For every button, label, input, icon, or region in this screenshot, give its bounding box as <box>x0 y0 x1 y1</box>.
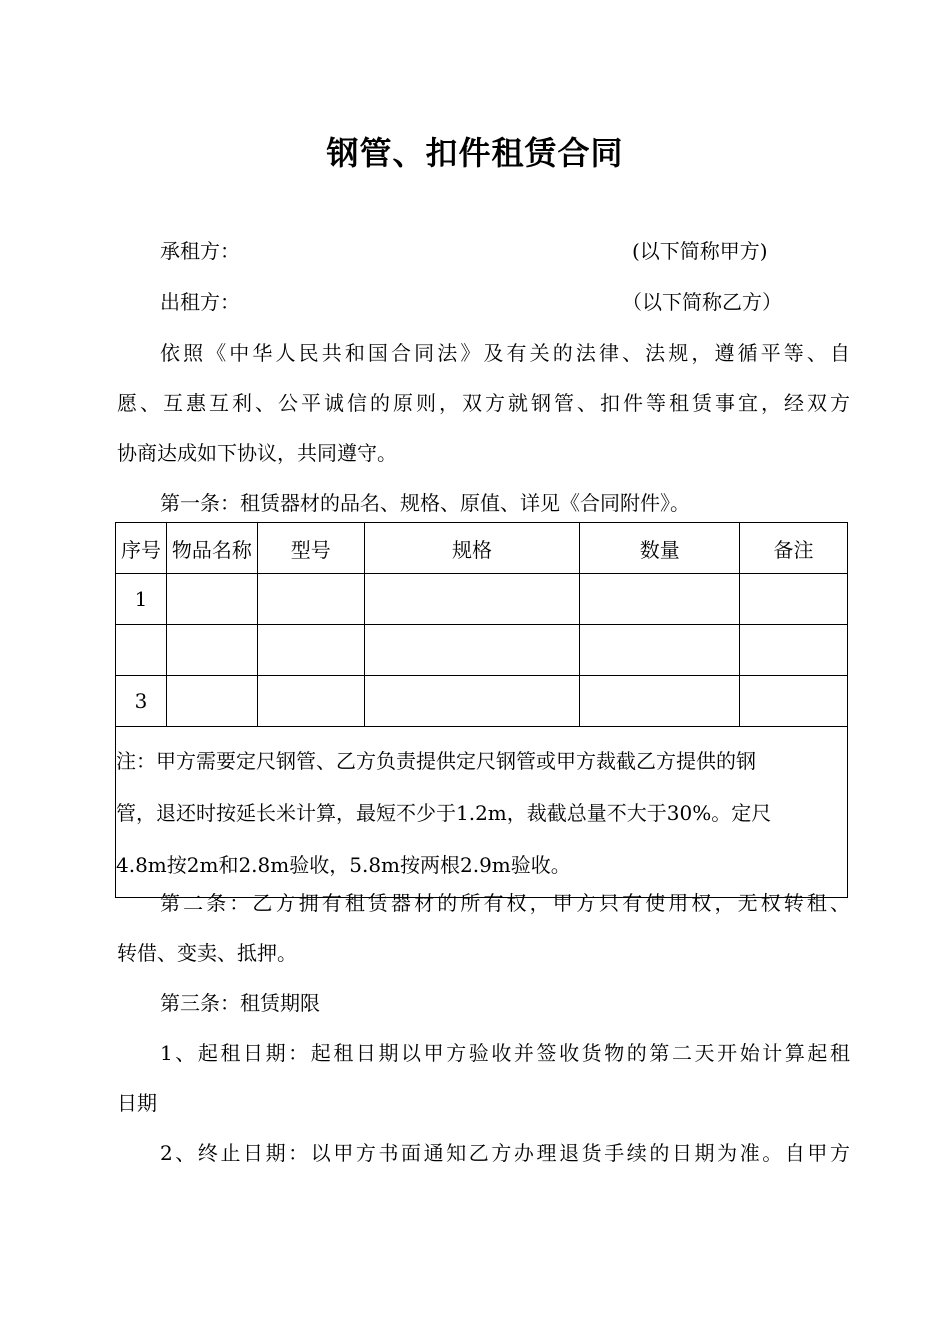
table-cell <box>166 574 257 625</box>
table-cell <box>740 625 848 676</box>
header-seq: 序号 <box>116 523 167 574</box>
table-cell <box>364 625 580 676</box>
table-cell <box>364 676 580 727</box>
table-row <box>116 676 848 727</box>
note-line-3: 4.8m按2m和2.8m验收，5.8m按两根2.9m验收。 <box>116 853 571 877</box>
table-cell: 3 <box>116 676 167 727</box>
note-line-2: 管，退还时按延长米计算，最短不少于1.2m，裁截总量不大于30%。定尺 <box>116 801 772 825</box>
lessor-label: 出租方： <box>160 290 240 314</box>
article-2-line-2: 转借、变卖、抵押。 <box>117 941 297 965</box>
table-cell <box>166 676 257 727</box>
table-cell <box>740 574 848 625</box>
table-cell: 1 <box>116 574 167 625</box>
header-spec: 规格 <box>364 523 580 574</box>
lessee-alias: (以下简称甲方) <box>632 239 768 263</box>
lessee-label: 承租方： <box>160 239 240 263</box>
intro-line-2: 愿、互惠互利、公平诚信的原则，双方就钢管、扣件等租赁事宜，经双方 <box>117 391 850 415</box>
table-cell <box>257 676 364 727</box>
header-item-name: 物品名称 <box>166 523 257 574</box>
table-cell <box>580 676 740 727</box>
table-cell <box>257 625 364 676</box>
table-note <box>116 727 848 898</box>
table-cell <box>364 574 580 625</box>
article-3-item-1-line-2: 日期 <box>117 1091 157 1115</box>
lessor-alias: （以下简称乙方） <box>622 290 782 314</box>
article-1: 第一条：租赁器材的品名、规格、原值、详见《合同附件》。 <box>160 491 690 515</box>
article-3-item-1-line-1: 1、起租日期：起租日期以甲方验收并签收货物的第二天开始计算起租 <box>160 1041 850 1065</box>
article-3-heading: 第三条：租赁期限 <box>160 991 320 1015</box>
table-cell <box>116 625 167 676</box>
table-cell <box>166 625 257 676</box>
table-cell <box>580 625 740 676</box>
page-title: 钢管、扣件租赁合同 <box>326 134 624 172</box>
article-2-line-1: 第二条：乙方拥有租赁器材的所有权，甲方只有使用权，无权转租、 <box>160 891 850 915</box>
header-remarks: 备注 <box>740 523 848 574</box>
header-model: 型号 <box>257 523 364 574</box>
note-line-1: 注：甲方需要定尺钢管、乙方负责提供定尺钢管或甲方裁截乙方提供的钢 <box>116 749 756 773</box>
equipment-table <box>115 522 848 898</box>
table-cell <box>580 574 740 625</box>
table-header-row <box>116 523 848 574</box>
table-note-row <box>116 727 848 898</box>
article-3-item-2-line-1: 2、终止日期：以甲方书面通知乙方办理退货手续的日期为准。自甲方 <box>160 1141 850 1165</box>
table-row <box>116 574 848 625</box>
table-row <box>116 625 848 676</box>
header-quantity: 数量 <box>580 523 740 574</box>
table-cell <box>257 574 364 625</box>
intro-line-1: 依照《中华人民共和国合同法》及有关的法律、法规，遵循平等、自 <box>160 341 850 365</box>
table-cell <box>740 676 848 727</box>
intro-line-3: 协商达成如下协议，共同遵守。 <box>117 441 397 465</box>
